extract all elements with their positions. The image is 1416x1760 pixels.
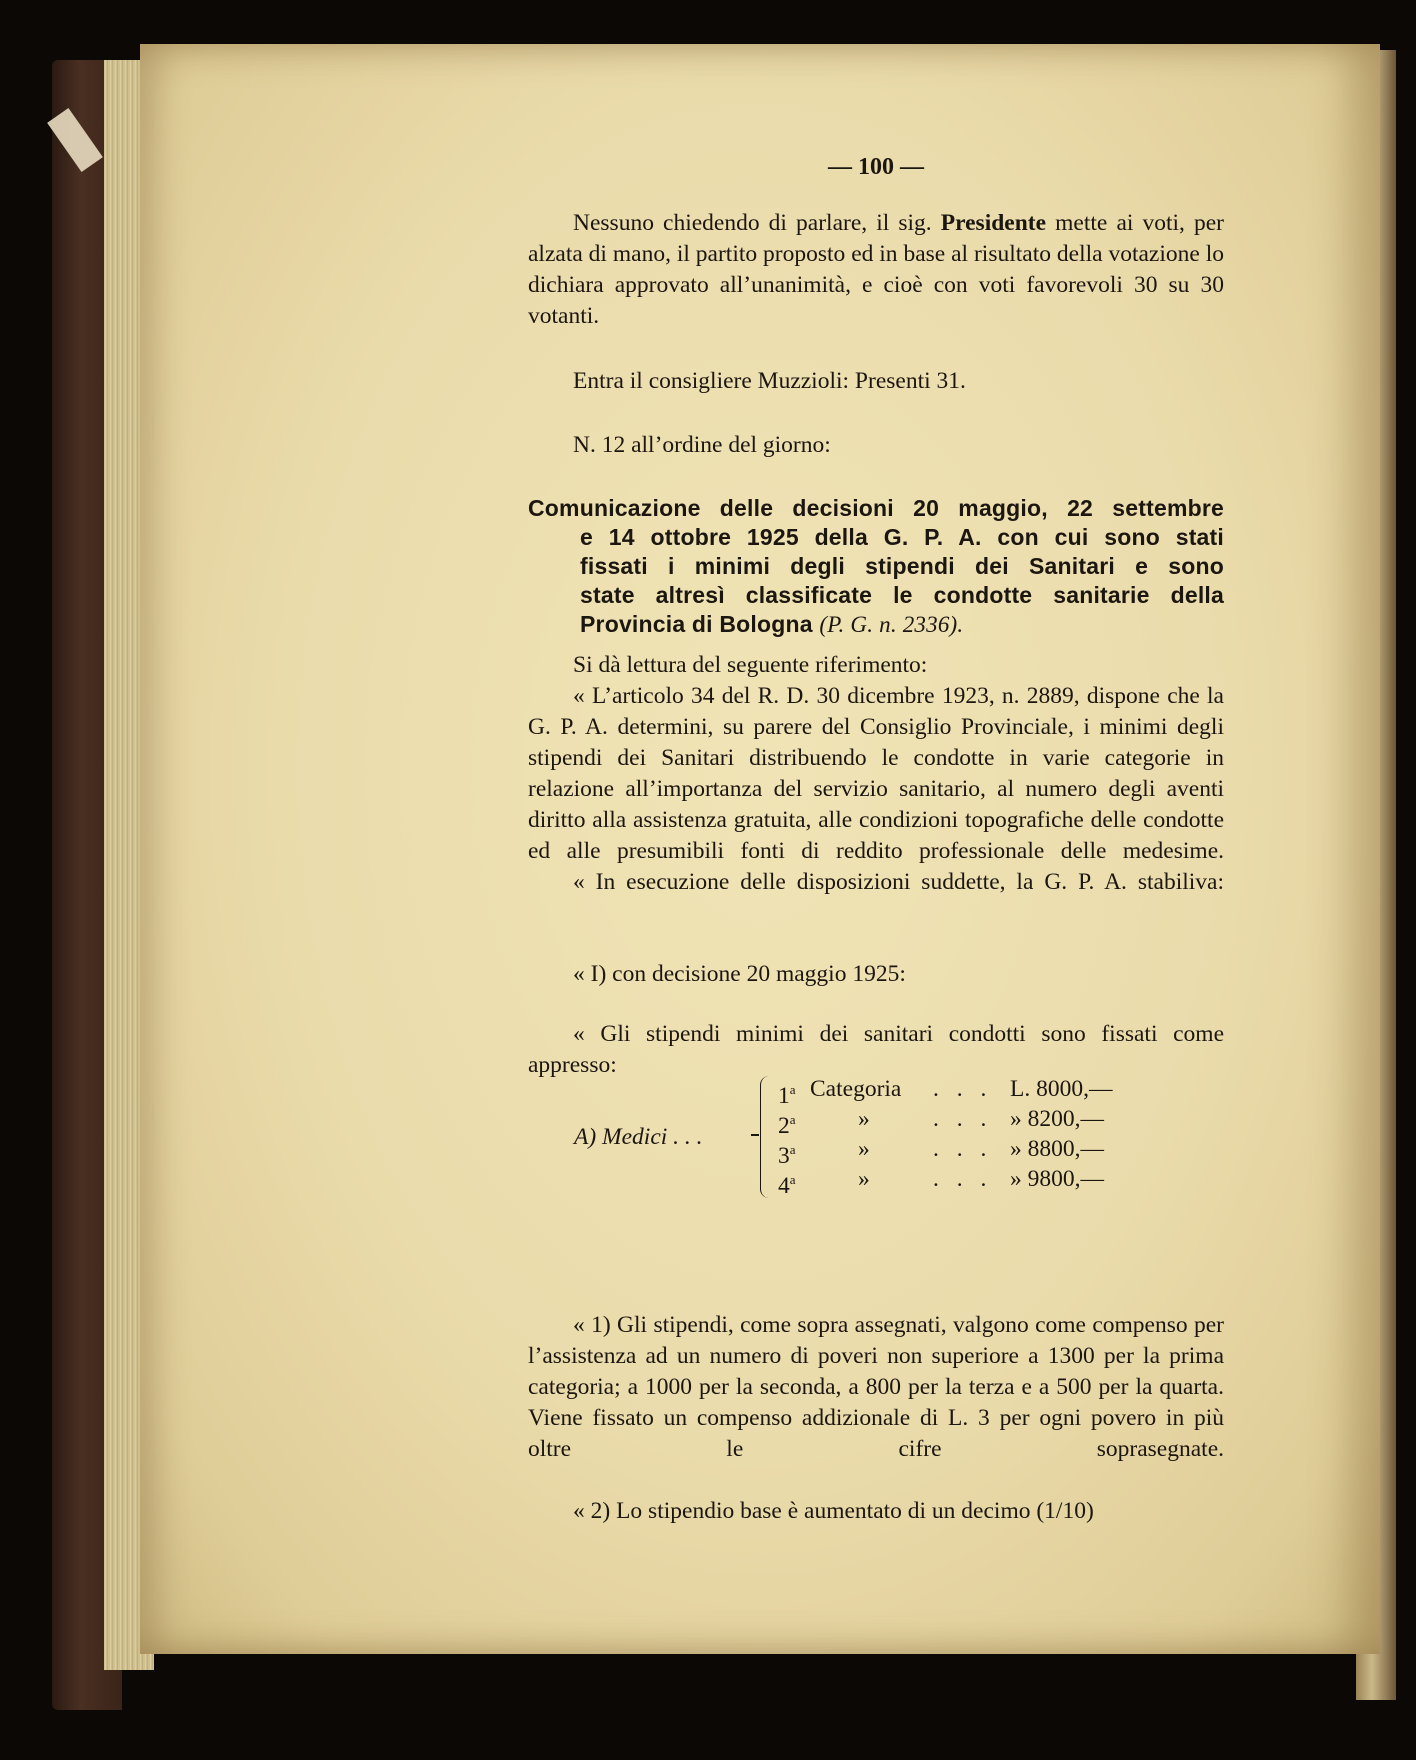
category-num: 3 <box>778 1142 790 1169</box>
paragraph-reading: Si dà lettura del seguente riferimento: <box>573 652 928 678</box>
salary-amount: » 8200,— <box>1010 1106 1104 1132</box>
paragraph-text: Nessuno chiedendo di parlare, il sig. <box>573 210 932 236</box>
salary-row <box>778 1134 1218 1169</box>
category-name: Categoria <box>810 1076 902 1102</box>
paragraph-decision: « I) con decisione 20 maggio 1925: <box>573 961 906 987</box>
category-num: 4 <box>778 1172 790 1199</box>
category-sup: a <box>789 1142 796 1157</box>
heading-line-last <box>528 610 1224 639</box>
heading-reference: (P. G. n. 2336). <box>819 612 964 637</box>
salary-amount: » 8800,— <box>1010 1136 1104 1162</box>
president-name: Presidente <box>940 210 1047 236</box>
paragraph-vote-result <box>528 208 1224 332</box>
heading-line: e 14 ottobre 1925 della G. P. A. con cui sono stati <box>580 524 1224 550</box>
paragraph-muzzioli: Entra il consigliere Muzzioli: Presenti 31. <box>573 368 966 394</box>
heading-line: state altresì classificate le condotte sanitarie della <box>580 582 1224 608</box>
category-sup: a <box>789 1172 796 1187</box>
leader-dots: . . . <box>933 1136 993 1162</box>
leader-dots: . . . <box>933 1106 993 1132</box>
ditto-mark: » <box>858 1166 870 1192</box>
salary-row <box>778 1104 1218 1139</box>
category-sup: a <box>789 1082 796 1097</box>
leader-dots: . . . <box>933 1076 993 1102</box>
heading-line: Comunicazione delle decisioni 20 maggio, 22 settembre <box>528 495 1224 521</box>
ditto-mark: » <box>858 1106 870 1132</box>
salary-table <box>528 1074 1224 1204</box>
paragraph-article-34: « L’articolo 34 del R. D. 30 dicembre 1923, n. 2889, dispone che la G. P. A. determini, su parere del Consiglio Provinciale, i minimi degli stipendi dei Sanitari distribuendo le condotte in varie categorie in relazione all’importanza del servizio sanitario, al numero degli aventi diritto alla assistenza gratuita, alle condizioni topografiche delle condotte ed alle presumibili fonti di reddito professionale delle medesime. <box>528 683 1224 864</box>
paragraph-rule-2: « 2) Lo stipendio base è aumentato di un decimo (1/10) <box>573 1498 1094 1524</box>
category-num: 1 <box>778 1082 790 1109</box>
leader-dots: . . . <box>933 1166 993 1192</box>
category-number <box>778 1164 796 1202</box>
agenda-heading <box>528 494 1224 639</box>
paragraph-agenda-item: N. 12 all’ordine del giorno: <box>573 432 831 458</box>
page-number: — 100 — <box>828 154 924 180</box>
brace-symbol <box>760 1076 769 1198</box>
heading-line: fissati i minimi degli stipendi dei Sanitari e sono <box>580 553 1224 579</box>
salary-row <box>778 1164 1218 1199</box>
heading-line-text: Provincia di Bologna <box>580 611 813 637</box>
paragraph-execution: « In esecuzione delle disposizioni suddette, la G. P. A. stabiliva: <box>573 869 1224 895</box>
salary-amount: L. 8000,— <box>1010 1076 1113 1102</box>
salary-table-label: A) Medici . . . <box>574 1124 703 1150</box>
category-num: 2 <box>778 1112 790 1139</box>
salary-amount: » 9800,— <box>1010 1166 1104 1192</box>
ditto-mark: » <box>858 1136 870 1162</box>
salary-row <box>778 1074 1218 1109</box>
paragraph-salaries-intro: « Gli stipendi minimi dei sanitari condotti sono fissati come appresso: <box>528 1021 1224 1078</box>
paragraph-rule-1: « 1) Gli stipendi, come sopra assegnati, valgono come compenso per l’assistenza ad un numero di poveri non superiore a 1300 per la prima categoria; a 1000 per la seconda, a 800 per la terza e a 500 per la quarta. Viene fissato un compenso addizionale di L. 3 per ogni povero in più oltre le cifre soprasegnate. <box>528 1312 1224 1462</box>
paragraph-text: mette ai voti, per alzata di mano, il partito proposto ed in base al risultato della votazione lo dichiara approvato all’unanimità, e cioè con voti favorevoli 30 su 30 votanti. <box>528 210 1225 329</box>
category-sup: a <box>789 1112 796 1127</box>
